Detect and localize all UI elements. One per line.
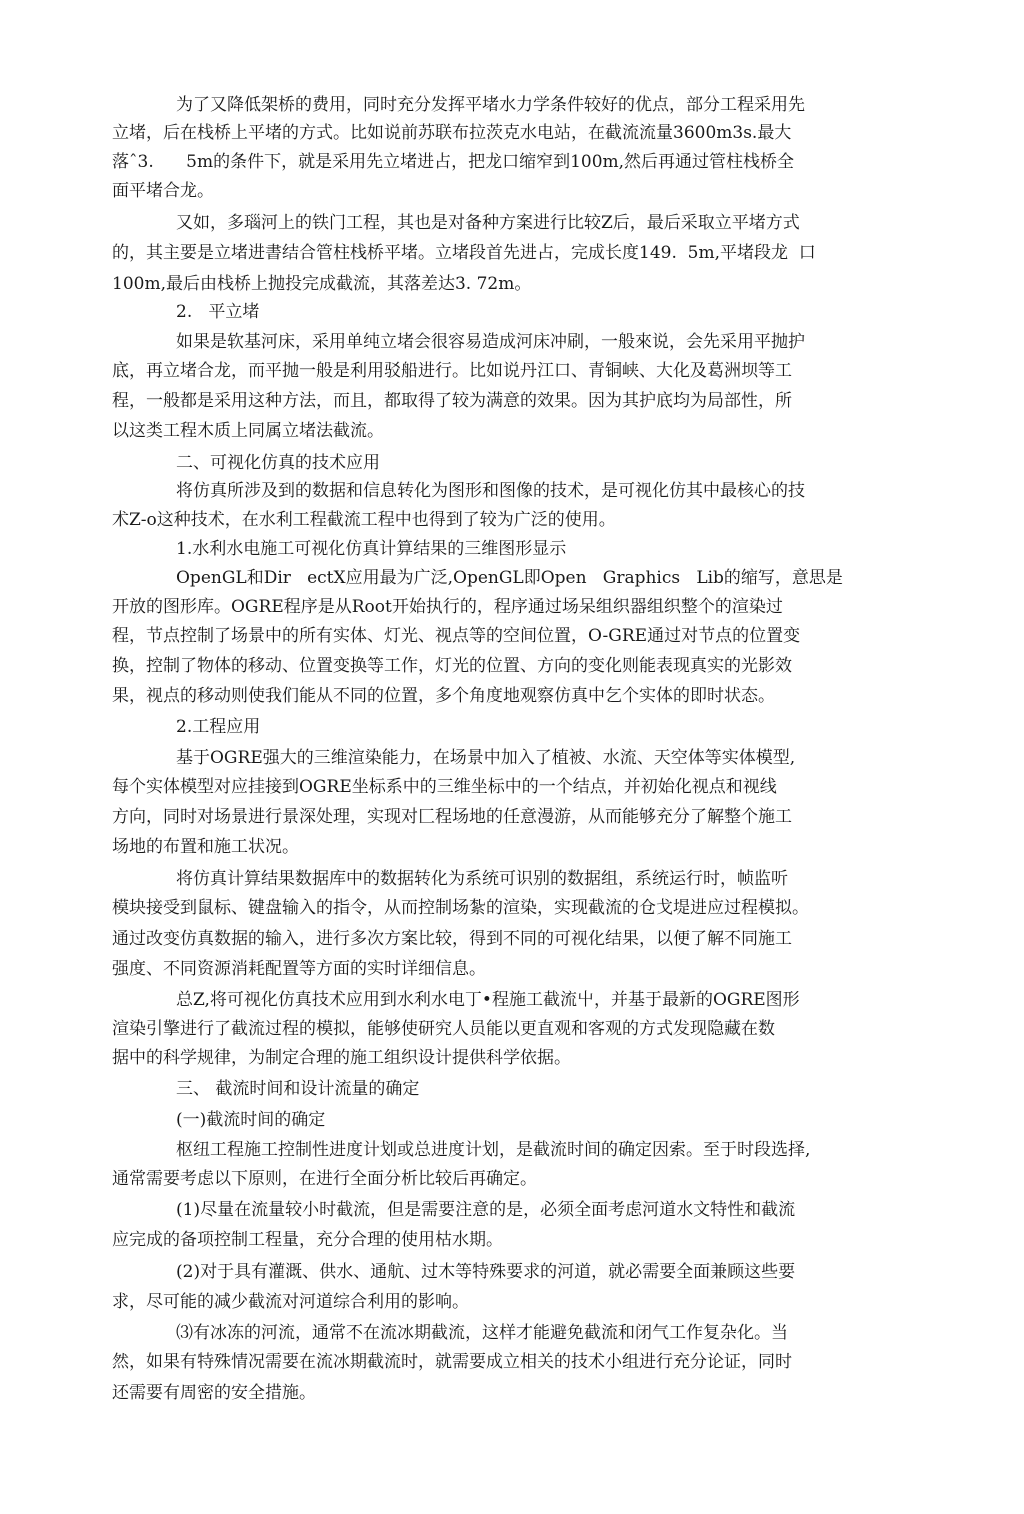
text-line: (1)尽量在流量较小时截流，但是需要注意的是，必须全面考虑河道水文特性和截流 [176, 1200, 796, 1220]
text-line: 据中的科学规律，为制定合理的施工组织设计提供科学依据。 [112, 1048, 571, 1068]
text-line: 通常需要考虑以下原则，在进行全面分析比较后再确定。 [112, 1169, 537, 1189]
text-line: 程，节点控制了场景中的所有实体、灯光、视点等的空间位置，O-GRE通过对节点的位置变 [112, 626, 801, 646]
text-line: 基于OGRE强大的三维渲染能力，在场景中加入了植被、水流、天空体等实体模型, [176, 748, 796, 768]
section-heading: 2. 平立堵 [176, 302, 260, 322]
text-line: 立堵，后在栈桥上平堵的方式。比如说前苏联布拉茨克水电站，在截流流量3600m3s.最大 [112, 123, 792, 143]
text-line: 落ˆ3. 5m的条件下，就是采用先立堵进占，把龙口缩窄到100m,然后再通过管柱栈桥全 [112, 152, 795, 172]
text-line: 术Z-o这种技术，在水利工程截流工程中也得到了较为广泛的使用。 [112, 510, 616, 530]
text-line: 求，尽可能的减少截流对河道综合利用的影响。 [112, 1292, 469, 1312]
text-line: 又如，多瑙河上的铁门工程，其也是对备种方案进行比较Z后，最后采取立平堵方式 [176, 213, 800, 233]
text-line: 开放的图形库。OGRE程序是从Root开始执行的，程序通过场呆组织器组织整个的渲染过 [112, 597, 783, 617]
text-line: 的，其主要是立堵进書结合管柱栈桥平堵。立堵段首先进占，完成长度149. 5m,平堵段龙 口 [112, 243, 816, 263]
text-line: 应完成的备项控制工程量，充分合理的使用枯水期。 [112, 1230, 503, 1250]
text-line: 将仿真计算结果数据库中的数据转化为系统可识别的数据组，系统运行时，帧监听 [176, 869, 788, 889]
section-heading: (一)截流时间的确定 [176, 1110, 326, 1130]
text-line: 强度、不同资源消耗配置等方面的实时详细信息。 [112, 959, 486, 979]
text-line: 100m,最后由栈桥上抛投完成截流，其落差达3. 72m。 [112, 274, 532, 294]
text-line: 场地的布置和施工状况。 [112, 837, 299, 857]
text-line: 模块接受到鼠标、键盘输入的指令，从而控制场紮的渲染，实现截流的仓戈堤进应过程模拟。 [112, 898, 809, 918]
text-line: ⑶有冰冻的河流，通常不在流冰期截流，这样才能避免截流和闭气工作复杂化。当 [176, 1323, 788, 1343]
text-line: 然，如果有特殊情况需要在流冰期截流时，就需要成立相关的技术小组进行充分论证，同时 [112, 1352, 792, 1372]
text-line: 底，再立堵合龙，而平抛一般是利用驳船进行。比如说丹江口、青铜峡、大化及葛洲坝等工 [112, 361, 792, 381]
section-heading: 二、可视化仿真的技术应用 [176, 453, 380, 473]
section-heading: 三、 截流时间和设计流量的确定 [176, 1079, 420, 1099]
section-heading: 2.工程应用 [176, 717, 261, 737]
text-line: 枢纽工程施工控制性进度计划或总进度计划，是截流时间的确定因索。至于时段选择, [176, 1140, 811, 1160]
text-line: 以这类工程木质上同属立堵法截流。 [112, 421, 384, 441]
text-line: 还需要有周密的安全措施。 [112, 1383, 316, 1403]
text-line: 渲染引擎进行了截流过程的模拟，能够使研究人员能以更直观和客观的方式发现隐藏在数 [112, 1019, 775, 1039]
text-line: 总Z,将可视化仿真技术应用到水利水电丁•程施工截流屮，并基于最新的OGRE图形 [176, 990, 800, 1010]
text-line: 面平堵合龙。 [112, 181, 214, 201]
section-heading: 1.水利水电施工可视化仿真计算结果的三维图形显示 [176, 539, 567, 559]
text-line: 程，一般都是采用这种方法，而且，都取得了较为满意的效果。因为其护底均为局部性，所 [112, 391, 792, 411]
text-line: 换，控制了物体的移动、位置变换等工作，灯光的位置、方向的变化则能表现真实的光影效 [112, 656, 792, 676]
text-line: 为了又降低架桥的费用，同时充分发挥平堵水力学条件较好的优点，部分工程采用先 [176, 95, 805, 115]
text-line: 果，视点的移动则使我们能从不同的位置，多个角度地观察仿真中乞个实体的即时状态。 [112, 686, 775, 706]
text-line: 每个实体模型对应挂接到OGRE坐标系中的三维坐标中的一个结点，并初始化视点和视线 [112, 777, 777, 797]
text-line: 如果是软基河床，采用单纯立堵会很容易造成河床冲刷，一般來说，会先采用平抛护 [176, 332, 805, 352]
text-line: (2)对于具有灌溉、供水、通航、过木等特殊要求的河道，就必需要全面兼顾这些要 [176, 1262, 796, 1282]
text-line: 方向，同时对场景进行景深处理，实现对匚程场地的任意漫游，从而能够充分了解整个施工 [112, 807, 792, 827]
text-line: 将仿真所涉及到的数据和信息转化为图形和图像的技术，是可视化仿其中最核心的技 [176, 481, 805, 501]
text-line: OpenGL和Dir ectX应用最为广泛,OpenGL即Open Graphics Lib的缩写，意思是 [176, 568, 843, 588]
text-line: 通过改变仿真数据的输入，进行多次方案比较，得到不同的可视化结果，以便了解不同施工 [112, 929, 792, 949]
